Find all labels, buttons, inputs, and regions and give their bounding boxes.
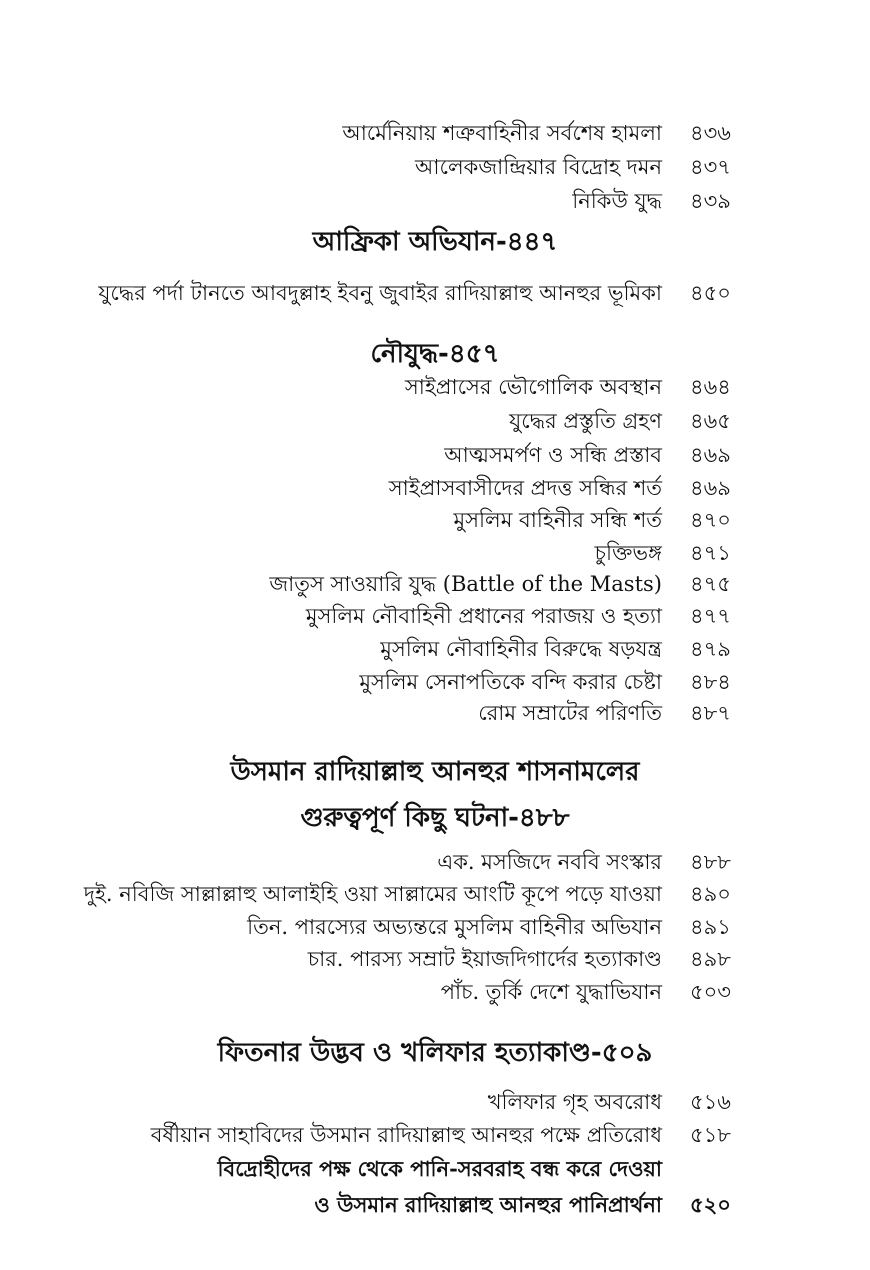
toc-entry-page: ৪৬৪ [690,375,731,399]
section-heading-uthman-events-line2: গুরুত্বপূর্ণ কিছু ঘটনা-৪৮৮ [300,803,570,833]
toc-entry-title: চুক্তিভঙ্গ [594,541,662,565]
toc-entry [0,632,870,666]
section-heading-africa: আফ্রিকা অভিযান-৪৪৭ [312,227,558,257]
toc-entry-title: দুই. নবিজি সাল্লাল্লাহু আলাইহি ওয়া সাল্লামের আংটি কূপে পড়ে যাওয়া [83,882,662,906]
section-heading-naval-war: নৌযুদ্ধ-৪৫৭ [370,339,500,369]
toc-entry-page: ৫১৮ [690,1123,731,1147]
toc-entry-title: আত্মসমর্পণ ও সন্ধি প্রস্তাব [444,443,662,467]
toc-entry-page: ৪৯১ [690,915,731,939]
toc-entry [0,1085,870,1119]
toc-entry [0,150,870,184]
toc-entry [0,471,870,505]
toc-entry [0,404,870,438]
toc-entry-page: ৪৭০ [690,508,731,532]
toc-entry-title: যুদ্ধের প্রস্তুতি গ্রহণ [509,409,662,433]
toc-entry-page: ৪৩৭ [690,155,731,179]
toc-entry-title: খলিফার গৃহ অবরোধ [487,1090,662,1114]
toc-entry [0,910,870,944]
toc-entry-page: ৫২০ [690,1192,731,1217]
toc-entry-page: ৪৬৯ [690,476,731,500]
toc-entry [0,696,870,730]
toc-entry-title: তিন. পারস্যের অভ্যন্তরে মুসলিম বাহিনীর অভিযান [247,915,662,939]
toc-entry-page: ৪৮৮ [690,850,731,874]
toc-entry-page: ৫১৬ [690,1090,731,1114]
toc-entry-page: ৪৩৬ [690,121,731,145]
toc-entry [0,438,870,472]
toc-entry-page: ৪৬৯ [690,443,731,467]
toc-entry-page: ৪৯৮ [690,947,731,971]
toc-entry [0,1118,870,1152]
toc-entry-page: ৪৮৭ [690,701,731,725]
toc-entry-page: ৪৭৫ [690,572,731,596]
toc-entry-title: রোম সম্রাটের পরিণতি [478,701,662,725]
toc-entry-title: সাইপ্রাসের ভৌগোলিক অবস্থান [404,375,662,399]
toc-entry-title: মুসলিম সেনাপতিকে বন্দি করার চেষ্টা [359,670,662,694]
toc-entry-bold [0,1152,870,1186]
toc-entry-page: ৫০৩ [690,980,731,1004]
toc-entry [0,116,870,150]
toc-entry-title: মুসলিম নৌবাহিনী প্রধানের পরাজয় ও হত্যা [305,604,662,628]
toc-entry-title: সাইপ্রাসবাসীদের প্রদত্ত সন্ধির শর্ত [388,476,662,500]
toc-entry [0,599,870,633]
toc-entry-title: মুসলিম নৌবাহিনীর বিরুদ্ধে ষড়যন্ত্র [380,637,662,661]
toc-entry-page: ৪৭৯ [690,637,731,661]
section-heading-fitna: ফিতনার উদ্ভব ও খলিফার হত্যাকাণ্ড-৫০৯ [217,1038,653,1068]
toc-entry-title: যুদ্ধের পর্দা টানতে আবদুল্লাহ ইবনু জুবাইর রাদিয়াল্লাহু আনহুর ভূমিকা [98,281,662,305]
toc-entry [0,845,870,879]
toc-entry [0,503,870,537]
toc-entry-page: ৪৭১ [690,541,731,565]
toc-entry [0,942,870,976]
toc-entry [0,276,870,310]
toc-entry-page: ৪৩৯ [690,189,731,213]
toc-entry-title-line2: ও উসমান রাদিয়াল্লাহু আনহুর পানিপ্রার্থনা [314,1192,662,1217]
toc-entry [0,877,870,911]
toc-entry-page: ৪৬৫ [690,409,731,433]
toc-entry [0,567,870,601]
toc-entry-title: বর্ষীয়ান সাহাবিদের উসমান রাদিয়াল্লাহু আনহুর পক্ষে প্রতিরোধ [150,1123,662,1147]
toc-entry-page: ৪৮৪ [690,670,731,694]
toc-entry-page: ৪৫০ [690,281,731,305]
toc-entry-title: নিকিউ যুদ্ধ [572,189,662,213]
toc-entry-title: চার. পারস্য সম্রাট ইয়াজদিগার্দের হত্যাকাণ্ড [307,947,662,971]
toc-entry [0,665,870,699]
toc-entry-page: ৪৭৭ [690,604,731,628]
toc-entry-title: পাঁচ. তুর্কি দেশে যুদ্ধাভিযান [440,980,662,1004]
toc-entry-title: এক. মসজিদে নববি সংস্কার [437,850,662,874]
toc-entry-title-line1: বিদ্রোহীদের পক্ষ থেকে পানি-সরবরাহ বন্ধ করে দেওয়া [217,1156,662,1181]
toc-entry-page: ৪৯০ [690,882,731,906]
toc-entry [0,184,870,218]
toc-entry [0,536,870,570]
toc-entry [0,975,870,1009]
toc-entry-title: আলেকজান্দ্রিয়ার বিদ্রোহ দমন [415,155,662,179]
toc-entry-title: মুসলিম বাহিনীর সন্ধি শর্ত [453,508,662,532]
toc-entry-title: জাতুস সাওয়ারি যুদ্ধ (Battle of the Masts) [269,572,662,596]
toc-entry-bold [0,1188,870,1222]
section-heading-uthman-events-line1: উসমান রাদিয়াল্লাহু আনহুর শাসনামলের [230,757,640,787]
toc-entry-title: আর্মেনিয়ায় শত্রুবাহিনীর সর্বশেষ হামলা [342,121,662,145]
toc-entry [0,370,870,404]
